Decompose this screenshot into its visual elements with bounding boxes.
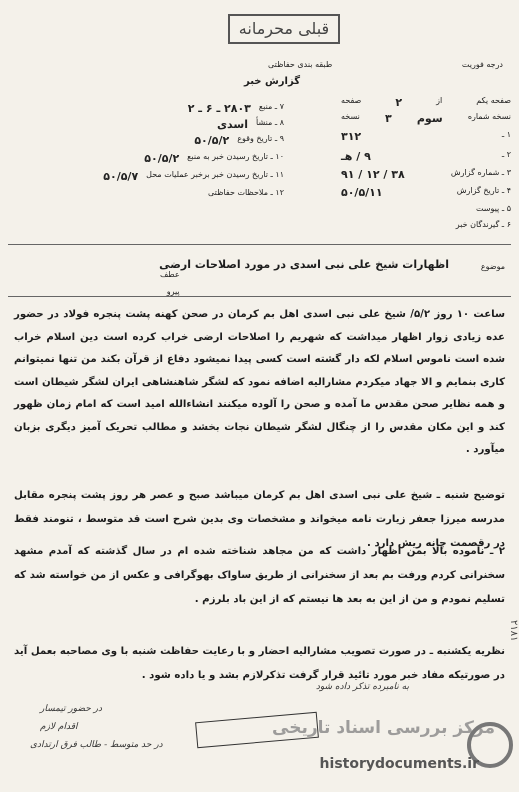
handwritten-note-4: در حد متوسط - طالب فرق ارتدادی bbox=[30, 740, 163, 750]
reference-labels bbox=[160, 266, 180, 300]
opinion-paragraph: نظریه یکشنبه ـ در صورت تصویب مشارالیه احضار و با رعایت حفاظت شنبه با وی مصاحبه بعمل آید در صورتیکه مفاد خبر مورد تائید قرار گرفت تذکرلازم بشد و یا داده شود . bbox=[14, 646, 505, 681]
field-receipt-date: ۱۰ ـ تاریخ رسیدن خبر به منبع ۵۰/۵/۲ bbox=[144, 152, 284, 165]
copy-field: نسخه شماره سوم ۳ نسخه bbox=[341, 112, 511, 125]
handwritten-note-1: به نامبرده تذکر داده شود bbox=[315, 682, 409, 692]
divider bbox=[8, 296, 511, 297]
subject-text: اظهارات شیخ علی نبی اسدی در مورد اصلاحات ارضی bbox=[159, 258, 449, 271]
divider bbox=[8, 244, 511, 245]
field-report-number: ۳ ـ شماره گزارش ۳۸ / ۱۲ / ۹۱ bbox=[341, 168, 511, 181]
field-operation-date: ۱۱ ـ تاریخ رسیدن خبر برخبر عملیات محل ۵۰/۵/۷ bbox=[103, 170, 284, 183]
page-field: صفحه یکم از ۲ صفحه bbox=[341, 96, 511, 109]
statement-paragraph: ۲ ـ ناموده بالا بمن اظهار داشت که من مجاهد شناخته شده ام در سال گذشته که آمدم مشهد سخنرانی کردم ورفت بم بعد از سخنرانی از طریق ساواک بهوگرافی و عکس از من خواسته شد که تسلیم نمودم و من از این به بعد ها نیستم که از این باد بلرزم . bbox=[14, 546, 505, 605]
field-source: ۷ ـ منبع ۲۸۰۳ ـ ۶ ـ ۲ bbox=[187, 102, 284, 115]
field-security-notes: ۱۲ ـ ملاحظات حفاظتی bbox=[208, 188, 284, 197]
report-title: گزارش خبر bbox=[244, 76, 301, 87]
classification-stamp: قبلی محرمانه bbox=[228, 14, 340, 44]
field-origin: ۸ ـ منشأ اسدی bbox=[216, 118, 284, 131]
field-attachment: ۵ ـ پیوست bbox=[475, 204, 511, 213]
atf-label: عطف bbox=[160, 270, 180, 279]
field-occurrence-date: ۹ ـ تاریخ وقوع ۵۰/۵/۲ bbox=[194, 134, 284, 147]
field-recipients: ۶ ـ گیرندگان خبر bbox=[455, 220, 511, 229]
handwritten-note-2: در حضور تیمسار bbox=[40, 704, 102, 714]
watermark-url: historydocuments.ir bbox=[319, 756, 479, 772]
margin-number: ۲۱۸۱ bbox=[508, 620, 519, 642]
main-paragraph: ساعت ۱۰ روز ۵/۲/ شیخ علی نبی اسدی اهل بم کرمان در صحن کهنه پشت پنجره فولاد در حضور عده زیادی زوار اظهار میداشت که شهریم را اصلاحات ارضی خراب کرده است دین اسلام خراب شده است ناموس اسلام لکه دار گشته است کسی پیدا نمیشود دفاع از قرآن بکند من تنها نمیتوانم کاری بنمایم و الا جهاد میکردم مشارالیه اضافه نمود که لشگر شاهنشاهی ایران لشگر شیطان است و همه نظایر صحن مقدس ما آمده و صحن را آلوده میکنند انشاءالله امید است که امام زمان ظهور کند و این مکان مقدس را از چنگال لشگر شیطان نجات بخشد و مطالب تحریک آمیز دیگری بزبان میآورد . bbox=[14, 309, 506, 455]
explanation-paragraph: توضیح شنبه ـ شیخ علی نبی اسدی اهل بم کرمان میباشد صبح و عصر هر روز پشت پنجره مقابل مدرسه میرزا جعفر زیارت نامه میخواند و مشخصات وی بدین شرح است قد متوسط ، تنومند فقط در رقصمت چانه ریش دارد . bbox=[14, 490, 505, 549]
field-report-date: ۴ ـ تاریخ گزارش ۵۰/۵/۱۱ bbox=[341, 186, 511, 199]
handwritten-note-3: اقدام لازم bbox=[40, 722, 78, 732]
field-2: ۲ ـ ۹ / هـ bbox=[341, 150, 511, 163]
subject-label: موضوع bbox=[480, 262, 505, 271]
priority-label: درجه فوریت bbox=[461, 60, 503, 69]
classification-label: طبقه بندی حفاظتی bbox=[268, 60, 333, 69]
field-1: ۱ ـ ۳۱۲ bbox=[341, 130, 511, 143]
watermark-org: مرکز بررسی اسناد تاریخی bbox=[272, 718, 495, 738]
peyro-label: پیرو bbox=[166, 287, 180, 296]
